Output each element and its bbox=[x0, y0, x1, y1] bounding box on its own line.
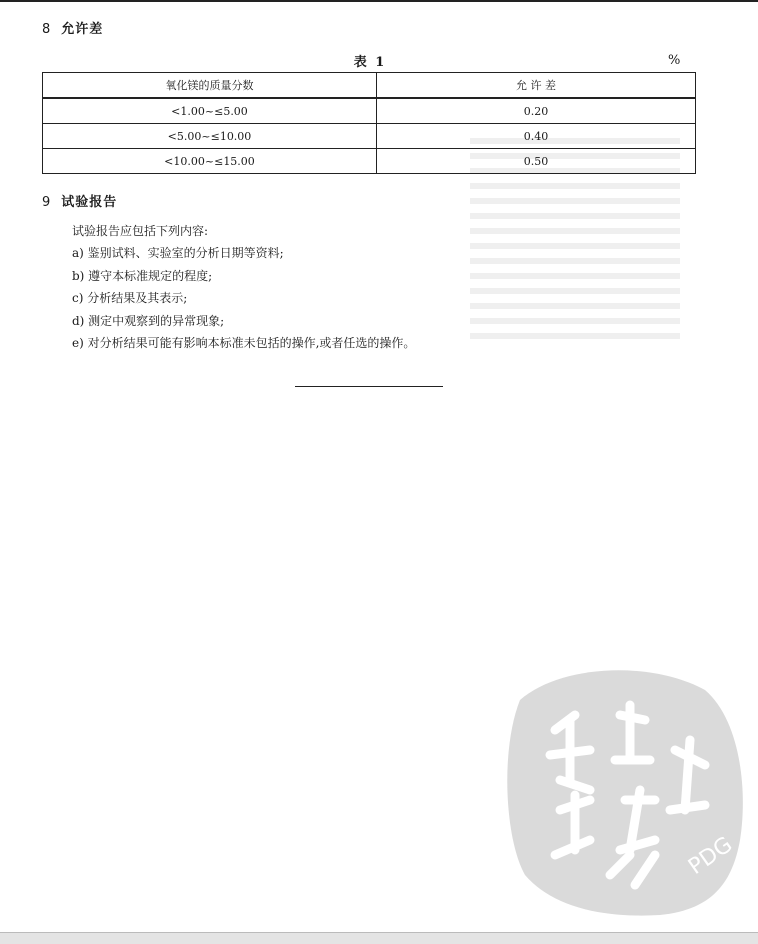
report-items-list bbox=[72, 242, 415, 355]
table-cell-range: <1.00~≤5.00 bbox=[43, 98, 377, 124]
table-header-cell: 氧化镁的质量分数 bbox=[43, 73, 377, 99]
table-caption: 表 1 bbox=[353, 55, 387, 70]
table-header-row bbox=[43, 73, 696, 99]
list-item: d) 测定中观察到的异常现象; bbox=[72, 313, 225, 328]
table-cell-range: <5.00~≤10.00 bbox=[43, 124, 377, 149]
table-cell-tolerance: 0.50 bbox=[377, 149, 696, 174]
watermark-seal-icon bbox=[500, 660, 750, 920]
watermark-label: PDG bbox=[684, 832, 738, 880]
list-item: b) 遵守本标准规定的程度; bbox=[72, 268, 213, 283]
section-9-heading bbox=[42, 191, 117, 210]
section-8-title: 允许差 bbox=[61, 22, 104, 37]
table-cell-tolerance: 0.20 bbox=[377, 98, 696, 124]
tolerance-table bbox=[42, 72, 696, 174]
table-cell-range: <10.00~≤15.00 bbox=[43, 149, 377, 174]
top-border bbox=[0, 0, 758, 2]
section-8-number: 8 bbox=[42, 22, 52, 37]
list-item: e) 对分析结果可能有影响本标准未包括的操作,或者任选的操作。 bbox=[72, 336, 416, 351]
list-item: a) 鉴别试料、实验室的分析日期等资料; bbox=[72, 246, 284, 260]
section-9-title: 试验报告 bbox=[61, 195, 118, 210]
section-9-number: 9 bbox=[42, 195, 52, 210]
table-cell-tolerance: 0.40 bbox=[377, 124, 696, 149]
table-unit: % bbox=[668, 53, 681, 68]
table-row bbox=[43, 98, 696, 124]
section-9-intro: 试验报告应包括下列内容: bbox=[72, 224, 209, 238]
section-8-heading bbox=[42, 18, 103, 37]
list-item: c) 分析结果及其表示; bbox=[72, 291, 188, 306]
table-row bbox=[43, 149, 696, 174]
table-row bbox=[43, 124, 696, 149]
bottom-border bbox=[0, 932, 758, 944]
end-rule bbox=[295, 386, 443, 387]
table-header-cell: 允 许 差 bbox=[377, 73, 696, 99]
